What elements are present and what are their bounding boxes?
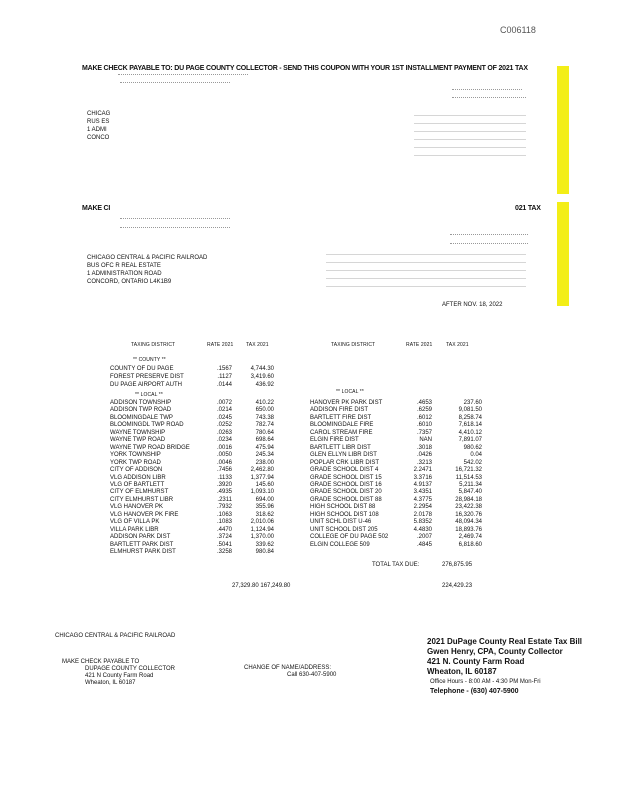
tax-row-amount: 5,847.40 — [458, 489, 482, 496]
tax-row-district: COUNTY OF DU PAGE — [110, 366, 174, 372]
header-rate-left: RATE 2021 — [207, 342, 234, 348]
tax-row-amount: 4,410.12 — [458, 429, 482, 436]
tax-row-district: CAROL STREAM FIRE — [310, 429, 373, 436]
payable-line: DUPAGE COUNTY COLLECTOR — [85, 666, 176, 672]
tax-row-amount: 245.34 — [255, 452, 274, 459]
tax-row-district: BARTLETT FIRE DIST — [310, 414, 372, 421]
tax-row-rate: 5.8352 — [413, 519, 432, 526]
tax-row-district: ADDISON TWP ROAD — [110, 407, 172, 414]
bill-title: 2021 DuPage County Real Estate Tax Bill — [427, 637, 583, 646]
owner-line: CHICAGO CENTRAL & PACIFIC RAILROAD — [87, 255, 208, 261]
change-address-phone: Call 630-407-5900 — [287, 672, 337, 678]
tax-row-amount: 980.84 — [255, 549, 274, 555]
tax-row-district: GRADE SCHOOL DIST 20 — [310, 489, 382, 496]
tax-row-district: ADDISON PARK DIST — [110, 534, 171, 541]
tax-row-rate: .1083 — [216, 519, 232, 526]
tax-row-amount: 2,010.06 — [250, 519, 274, 526]
coupon-fineprint-3 — [452, 89, 522, 92]
top-name-line: 1 ADMI — [87, 127, 107, 133]
tax-row-district: DU PAGE AIRPORT AUTH — [110, 382, 183, 388]
tax-row-rate: NAN — [419, 437, 432, 444]
tax-row-district: FOREST PRESERVE DIST — [110, 374, 184, 380]
mid-right-fineprint — [450, 234, 528, 244]
tax-row-rate: 4.9137 — [413, 481, 432, 488]
tax-row-amount: 780.64 — [255, 429, 274, 436]
tax-row — [110, 475, 274, 482]
office-hours: Office Hours - 8:00 AM - 4:30 PM Mon-Fri — [430, 679, 541, 685]
subtotal-left: 27,329.80 167,249.80 — [232, 583, 291, 589]
owner-line: CONCORD, ONTARIO L4K1B9 — [87, 279, 172, 285]
tax-row-rate: .1567 — [216, 366, 232, 372]
local-section-label-left: ** LOCAL ** — [135, 392, 163, 398]
tax-row-rate: .6010 — [416, 422, 432, 429]
tax-row-rate: .4470 — [216, 526, 232, 533]
tax-row-district: VLG HANOVER PK FIRE — [110, 511, 179, 518]
payable-title: MAKE CHECK PAYABLE TO — [62, 659, 140, 665]
coupon-fineprint-1 — [118, 74, 248, 77]
tax-row-rate: .6012 — [416, 414, 432, 421]
tax-row-rate: .4935 — [216, 489, 232, 496]
change-address-title: CHANGE OF NAME/ADDRESS: — [244, 665, 332, 671]
tax-row-amount: 18,893.76 — [455, 526, 482, 533]
tax-row — [110, 489, 274, 496]
top-name-line: RUS ES — [87, 119, 110, 125]
tax-row-district: HANOVER PK PARK DIST — [310, 400, 383, 406]
tax-row — [110, 437, 274, 444]
tax-row-district: WAYNE TWP ROAD BRIDGE — [110, 444, 190, 451]
tax-row-rate: .0046 — [216, 459, 232, 466]
tax-row — [110, 497, 274, 504]
tax-row-amount: 743.38 — [255, 414, 274, 421]
subtotal-right: 224,429.23 — [442, 583, 473, 589]
tax-row-rate: 4.4830 — [413, 526, 432, 533]
header-tax-right: TAX 2021 — [446, 342, 469, 348]
tax-row-amount: 1,377.94 — [250, 474, 274, 481]
tax-row-amount: 7,618.14 — [458, 422, 482, 429]
tax-row-amount: 339.62 — [255, 541, 274, 548]
tax-row-amount: 1,093.10 — [250, 489, 274, 496]
tax-row — [110, 400, 274, 407]
payable-line: 421 N County Farm Road — [85, 673, 154, 679]
tax-row-rate: .6259 — [416, 407, 432, 414]
header-district-left: TAXING DISTRICT — [131, 342, 176, 348]
tax-row-district: ELGIN COLLEGE 509 — [310, 541, 370, 548]
tax-row — [110, 542, 274, 549]
mid-right-marks — [326, 251, 526, 291]
tax-row — [110, 527, 274, 534]
header-district-right: TAXING DISTRICT — [331, 342, 376, 348]
tax-row-district: VLG OF VILLA PK — [110, 519, 160, 526]
tax-row-amount: 475.94 — [255, 444, 274, 451]
tax-row-rate: .3258 — [216, 549, 232, 555]
tax-row — [110, 382, 274, 389]
tax-row-amount: 48,094.34 — [455, 519, 482, 526]
owner-line: 1 ADMINISTRATION ROAD — [87, 271, 162, 277]
bottom-owner: CHICAGO CENTRAL & PACIFIC RAILROAD — [55, 633, 176, 639]
tax-row — [310, 497, 482, 504]
tax-row-district: BARTLETT LIBR DIST — [310, 444, 371, 451]
tax-row — [310, 415, 482, 422]
tax-row-district: VLG OF BARTLETT — [110, 481, 165, 488]
tax-row-amount: 694.00 — [255, 496, 274, 503]
tax-row-amount: 698.64 — [255, 437, 274, 444]
tax-row — [110, 512, 274, 519]
payable-line: Wheaton, IL 60187 — [85, 680, 136, 686]
tax-row-amount: 3,419.60 — [250, 374, 274, 380]
local-section-label-right: ** LOCAL ** — [336, 389, 364, 395]
tax-row — [310, 542, 482, 549]
tax-row — [310, 475, 482, 482]
tax-row-district: UNIT SCHOOL DIST 205 — [310, 526, 378, 533]
collector-address-1: 421 N. County Farm Road — [427, 657, 525, 666]
tax-row — [310, 407, 482, 414]
tax-row — [310, 519, 482, 526]
header-rate-right: RATE 2021 — [406, 342, 433, 348]
tax-row-rate: .0426 — [416, 452, 432, 459]
tax-row-rate: .0263 — [216, 429, 232, 436]
collector-address-2: Wheaton, IL 60187 — [427, 667, 497, 676]
highlight-mark-top — [557, 66, 569, 194]
tax-row-rate: .4845 — [416, 541, 432, 548]
total-tax-value: 276,875.95 — [442, 562, 473, 568]
tax-row-rate: .3724 — [216, 534, 232, 541]
tax-row-rate: .4653 — [416, 400, 432, 406]
tax-row — [310, 452, 482, 459]
tax-row-rate: 2.0178 — [413, 511, 432, 518]
tax-row — [110, 366, 274, 373]
tax-row-district: BLOOMINGDL TWP ROAD — [110, 422, 184, 429]
header-tax-left: TAX 2021 — [246, 342, 269, 348]
tax-row-amount: 542.02 — [463, 459, 482, 466]
tax-row-rate: 3.4351 — [413, 489, 432, 496]
tax-row-amount: 16,721.32 — [455, 467, 482, 474]
tax-row-rate: 2.2471 — [413, 467, 432, 474]
tax-row — [110, 460, 274, 467]
tax-row — [310, 460, 482, 467]
tax-row-rate: .0214 — [216, 407, 232, 414]
tax-row-rate: .0144 — [216, 382, 232, 388]
mid-coupon-header-right: 021 TAX — [515, 205, 541, 212]
mid-fineprint — [120, 218, 230, 228]
highlight-mark-mid — [557, 202, 569, 306]
tax-row-amount: 650.00 — [255, 407, 274, 414]
tax-row-district: ADDISON FIRE DIST — [310, 407, 369, 414]
tax-row-rate: .0234 — [216, 437, 232, 444]
tax-row-district: GRADE SCHOOL DIST 4 — [310, 467, 379, 474]
tax-row — [110, 374, 274, 381]
tax-row-amount: 410.22 — [255, 400, 274, 406]
tax-row-district: ELGIN FIRE DIST — [310, 437, 359, 444]
tax-row-amount: 1,370.00 — [250, 534, 274, 541]
tax-row-rate: 3.3716 — [413, 474, 432, 481]
tax-row-amount: 1,124.94 — [250, 526, 274, 533]
tax-row-district: ADDISON TOWNSHIP — [110, 400, 172, 406]
tax-row-district: VLG HANOVER PK — [110, 504, 164, 511]
tax-row-amount: 2,469.74 — [458, 534, 482, 541]
tax-row-district: COLLEGE OF DU PAGE 502 — [310, 534, 389, 541]
county-section-label: ** COUNTY ** — [133, 357, 166, 363]
owner-line: BUS OFC R REAL ESTATE — [87, 263, 161, 269]
tax-row-amount: 436.92 — [255, 382, 274, 388]
tax-row — [310, 430, 482, 437]
tax-row-amount: 23,422.38 — [455, 504, 482, 511]
tax-row-district: CITY OF ADDISON — [110, 467, 163, 474]
tax-row — [110, 549, 274, 556]
due-after-date: AFTER NOV. 18, 2022 — [442, 302, 503, 308]
tax-row-rate: .0245 — [216, 414, 232, 421]
tax-row — [110, 534, 274, 541]
tax-row — [110, 519, 274, 526]
tax-row-amount: 145.60 — [255, 481, 274, 488]
tax-row-district: BARTLETT PARK DIST — [110, 541, 174, 548]
tax-row-amount: 782.74 — [255, 422, 274, 429]
tax-row-district: BLOOMINGDALE TWP — [110, 414, 173, 421]
tax-row — [310, 504, 482, 511]
tax-row-rate: .7357 — [416, 429, 432, 436]
tax-row-district: GLEN ELLYN LIBR DIST — [310, 452, 377, 459]
tax-row-amount: 7,891.07 — [458, 437, 482, 444]
mid-coupon-header-left: MAKE CI — [82, 205, 111, 212]
tax-row-district: CITY OF ELMHURST — [110, 489, 169, 496]
tax-row-district: POPLAR CRK LIBR DIST — [310, 459, 380, 466]
tax-row-rate: .0252 — [216, 422, 232, 429]
tax-row-amount: 318.62 — [255, 511, 274, 518]
tax-row-amount: 2,462.80 — [250, 467, 274, 474]
tax-row-rate: 2.2954 — [413, 504, 432, 511]
tax-row-amount: 238.00 — [255, 459, 274, 466]
tax-row — [310, 437, 482, 444]
tax-row-rate: .7932 — [216, 504, 232, 511]
coupon-header: MAKE CHECK PAYABLE TO: DU PAGE COUNTY COLLECTOR - SEND THIS COUPON WITH YOUR 1ST INSTALLMENT PAYMENT OF 2021 TAX — [82, 65, 528, 72]
tax-row-district: VLG ADDISON LIBR — [110, 474, 166, 481]
tax-row — [110, 407, 274, 414]
tax-row-district: WAYNE TOWNSHIP — [110, 429, 166, 436]
tax-row-amount: 16,320.76 — [455, 511, 482, 518]
tax-row — [110, 467, 274, 474]
tax-row-amount: 355.96 — [255, 504, 274, 511]
tax-row-rate: .2007 — [416, 534, 432, 541]
tax-row — [110, 452, 274, 459]
tax-row — [110, 422, 274, 429]
tax-row-district: VILLA PARK LIBR — [110, 526, 159, 533]
tax-row-rate: .5041 — [216, 541, 232, 548]
tax-row — [110, 504, 274, 511]
tax-row-district: HIGH SCHOOL DIST 88 — [310, 504, 376, 511]
tax-row-rate: .3213 — [416, 459, 432, 466]
tax-row-district: WAYNE TWP ROAD — [110, 437, 166, 444]
tax-row — [310, 445, 482, 452]
tax-row-amount: 5,211.34 — [459, 481, 482, 488]
document-id: C006118 — [500, 25, 536, 35]
telephone: Telephone - (630) 407-5900 — [430, 688, 519, 695]
tax-row-rate: .3018 — [416, 444, 432, 451]
tax-row-amount: 9,081.50 — [458, 407, 482, 414]
tax-row-district: YORK TWP ROAD — [110, 459, 161, 466]
tax-row-district: GRADE SCHOOL DIST 15 — [310, 474, 382, 481]
tax-row-rate: .1127 — [217, 374, 232, 380]
tax-row — [310, 482, 482, 489]
tax-row-district: BLOOMINGDALE FIRE — [310, 422, 374, 429]
tax-row-amount: 6,818.60 — [458, 541, 482, 548]
tax-row-rate: .1133 — [217, 474, 232, 481]
tax-row — [310, 489, 482, 496]
tax-row — [310, 422, 482, 429]
tax-row-amount: 8,258.74 — [458, 414, 482, 421]
tax-row-rate: .1063 — [216, 511, 232, 518]
total-tax-label: TOTAL TAX DUE: — [372, 562, 420, 568]
tax-row-amount: 28,984.18 — [455, 496, 482, 503]
tax-row-amount: 237.60 — [463, 400, 482, 406]
tax-row-district: ELMHURST PARK DIST — [110, 549, 176, 555]
coupon-fineprint-2 — [120, 82, 230, 85]
tax-row-district: YORK TOWNSHIP — [110, 452, 161, 459]
collector-name: Gwen Henry, CPA, County Collector — [427, 647, 563, 656]
tax-row — [110, 430, 274, 437]
tax-row-district: HIGH SCHOOL DIST 108 — [310, 511, 379, 518]
top-name-line: CHICAG — [87, 111, 111, 117]
top-right-marks — [414, 112, 526, 158]
tax-row-rate: .2311 — [217, 496, 232, 503]
tax-row-amount: 11,514.53 — [455, 474, 482, 481]
tax-row-district: UNIT SCHL DIST U-46 — [310, 519, 372, 526]
tax-row — [310, 527, 482, 534]
tax-row — [310, 467, 482, 474]
tax-row-rate: .3920 — [216, 481, 232, 488]
tax-row — [110, 415, 274, 422]
tax-row-amount: 4,744.30 — [250, 366, 274, 372]
tax-row-rate: 4.3775 — [413, 496, 432, 503]
top-name-line: CONCO — [87, 135, 110, 141]
tax-row-amount: 980.62 — [463, 444, 482, 451]
coupon-fineprint-4 — [452, 97, 526, 100]
tax-row — [310, 512, 482, 519]
tax-row-district: GRADE SCHOOL DIST 16 — [310, 481, 382, 488]
tax-row-rate: .0072 — [216, 400, 232, 406]
tax-row-amount: 0.04 — [470, 452, 482, 459]
tax-row-rate: .0016 — [216, 444, 232, 451]
tax-row — [110, 482, 274, 489]
tax-row-district: CITY ELMHURST LIBR — [110, 496, 174, 503]
tax-row — [110, 445, 274, 452]
tax-row-district: GRADE SCHOOL DIST 88 — [310, 496, 382, 503]
tax-row — [310, 534, 482, 541]
tax-row — [310, 400, 482, 407]
tax-row-rate: .7456 — [216, 467, 232, 474]
tax-row-rate: .0050 — [216, 452, 232, 459]
